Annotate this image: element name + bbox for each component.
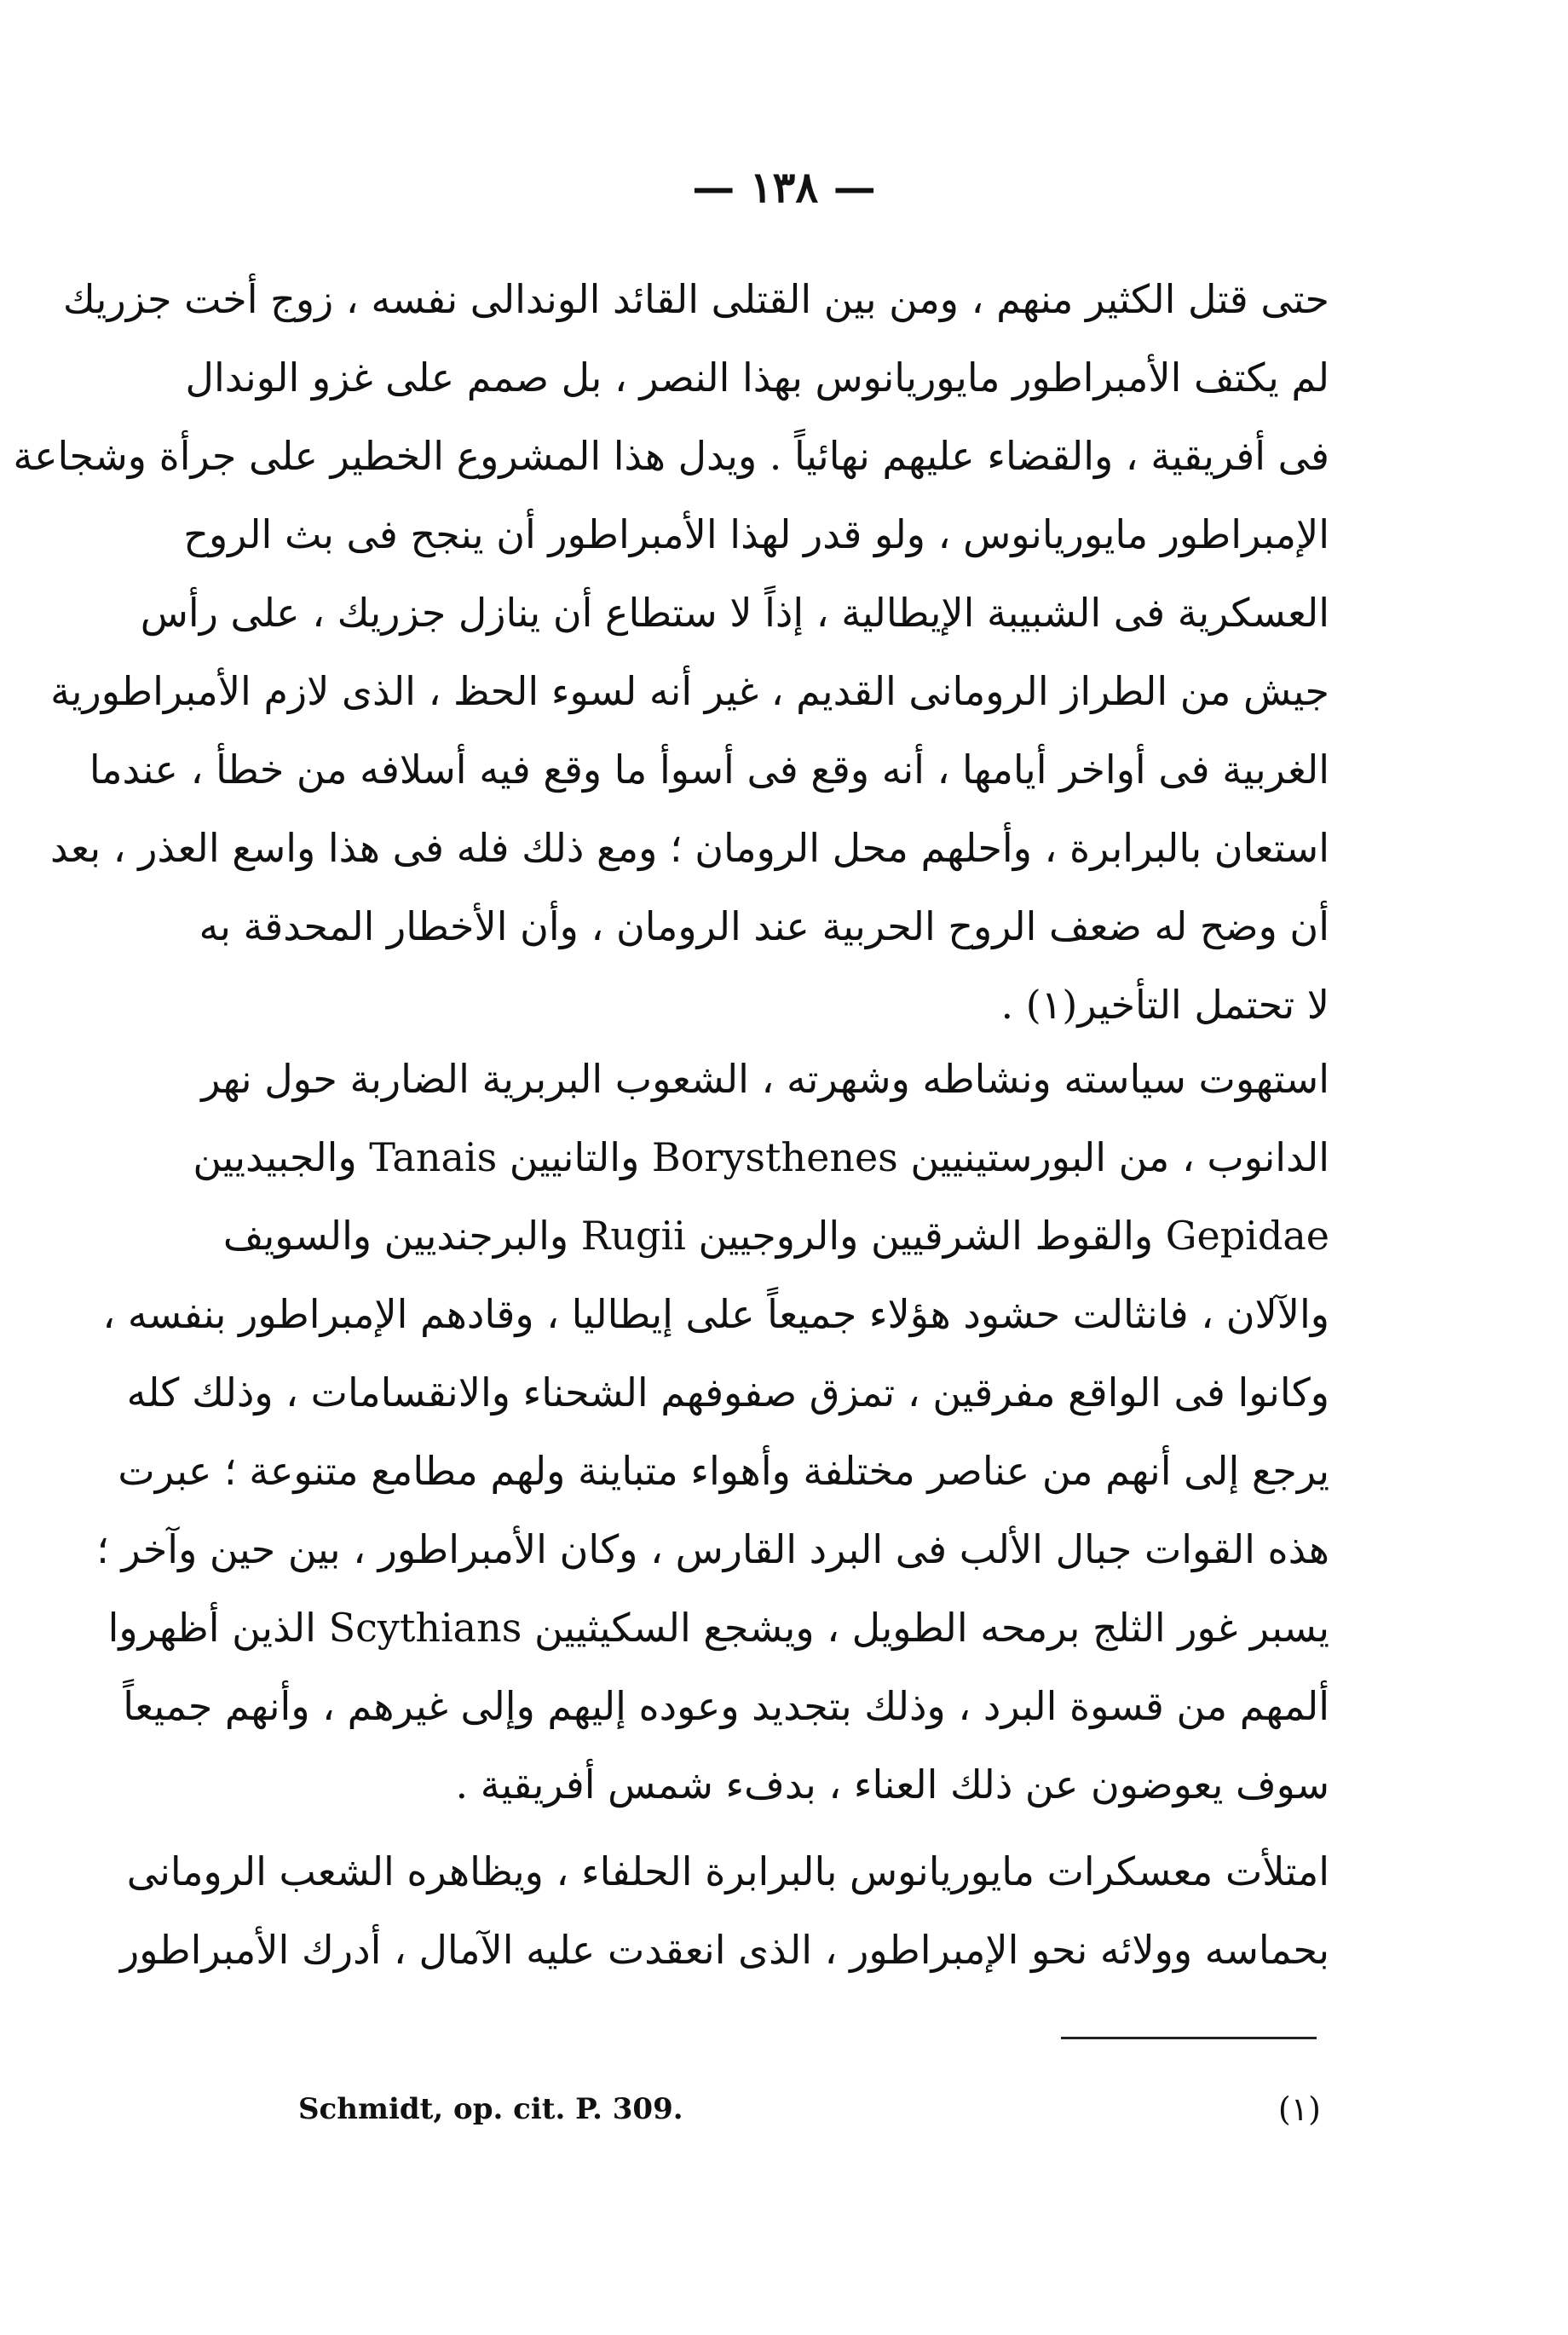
footnote-divider <box>1061 2037 1317 2039</box>
footnote <box>298 2084 1321 2135</box>
text-line: حتى قتل الكثير منهم ، ومن بين القتلى القائد الوندالى نفسه ، زوج أخت جزريك <box>62 276 1329 322</box>
text-line: سوف يعوضون عن ذلك العناء ، بدفء شمس أفريقية . <box>455 1761 1329 1807</box>
text-line: الغربية فى أواخر أيامها ، أنه وقع فى أسوأ ما وقع فيه أسلافه من خطأ ، عندما <box>89 747 1329 793</box>
text-line: امتلأت معسكرات مايوريانوس بالبرابرة الحلفاء ، ويظاهره الشعب الرومانى <box>126 1848 1329 1894</box>
text-line: أن وضح له ضعف الروح الحربية عند الرومان ، وأن الأخطار المحدقة به <box>199 903 1329 949</box>
text-line: العسكرية فى الشبيبة الإيطالية ، إذاً لا ستطاع أن ينازل جزريك ، على رأس <box>140 590 1329 636</box>
text-line: الإمبراطور مايوريانوس ، ولو قدر لهذا الأمبراطور أن ينجح فى بث الروح <box>183 511 1329 557</box>
text-line: استعان بالبرابرة ، وأحلهم محل الرومان ؛ ومع ذلك فله فى هذا واسع العذر ، بعد <box>50 825 1329 871</box>
text-line: يرجع إلى أنهم من عناصر مختلفة وأهواء متباينة ولهم مطامع متنوعة ؛ عبرت <box>118 1448 1329 1494</box>
footnote-text: Schmidt, op. cit. P. 309. <box>298 2092 683 2126</box>
text-line: يسبر غور الثلج برمحه الطويل ، ويشجع السكيثيين Scythians الذين أظهروا <box>107 1605 1329 1651</box>
text-line: فى أفريقية ، والقضاء عليهم نهائياً . ويدل هذا المشروع الخطير على جرأة وشجاعة <box>13 433 1329 479</box>
text-line: وكانوا فى الواقع مفرقين ، تمزق صفوفهم الشحناء والانقسامات ، وذلك كله <box>126 1369 1329 1415</box>
text-line: بحماسه وولائه نحو الإمبراطور ، الذى انعقدت عليه الآمال ، أدرك الأمبراطور <box>120 1927 1329 1973</box>
text-line: استهوت سياسته ونشاطه وشهرته ، الشعوب البربرية الضاربة حول نهر <box>201 1056 1329 1102</box>
text-line: جيش من الطراز الرومانى القديم ، غير أنه لسوء الحظ ، الذى لازم الأمبراطورية <box>50 668 1329 714</box>
text-line: هذه القوات جبال الألب فى البرد القارس ، وكان الأمبراطور ، بين حين وآخر ؛ <box>96 1526 1329 1572</box>
text-line: Gepidae والقوط الشرقيين والروجيين Rugii والبرجنديين والسويف <box>222 1213 1329 1259</box>
text-line: ألمهم من قسوة البرد ، وذلك بتجديد وعوده إليهم وإلى غيرهم ، وأنهم جميعاً <box>123 1683 1329 1729</box>
text-line: لم يكتف الأمبراطور مايوريانوس بهذا النصر ، بل صمم على غزو الوندال <box>185 355 1329 401</box>
page-number: — ١٣٨ — <box>692 162 876 212</box>
paragraph-3 <box>120 1832 1329 1989</box>
paragraph-2 <box>96 1040 1329 1824</box>
text-line: لا تحتمل التأخير(١) . <box>1000 982 1329 1028</box>
paragraph-1 <box>13 260 1329 1044</box>
text-line: والآلان ، فانثالت حشود هؤلاء جميعاً على إيطاليا ، وقادهم الإمبراطور بنفسه ، <box>102 1291 1329 1337</box>
footnote-marker: (١) <box>1277 2090 1321 2128</box>
text-line: الدانوب ، من البورستينيين Borysthenes والتانيين Tanais والجبيديين <box>193 1134 1329 1180</box>
